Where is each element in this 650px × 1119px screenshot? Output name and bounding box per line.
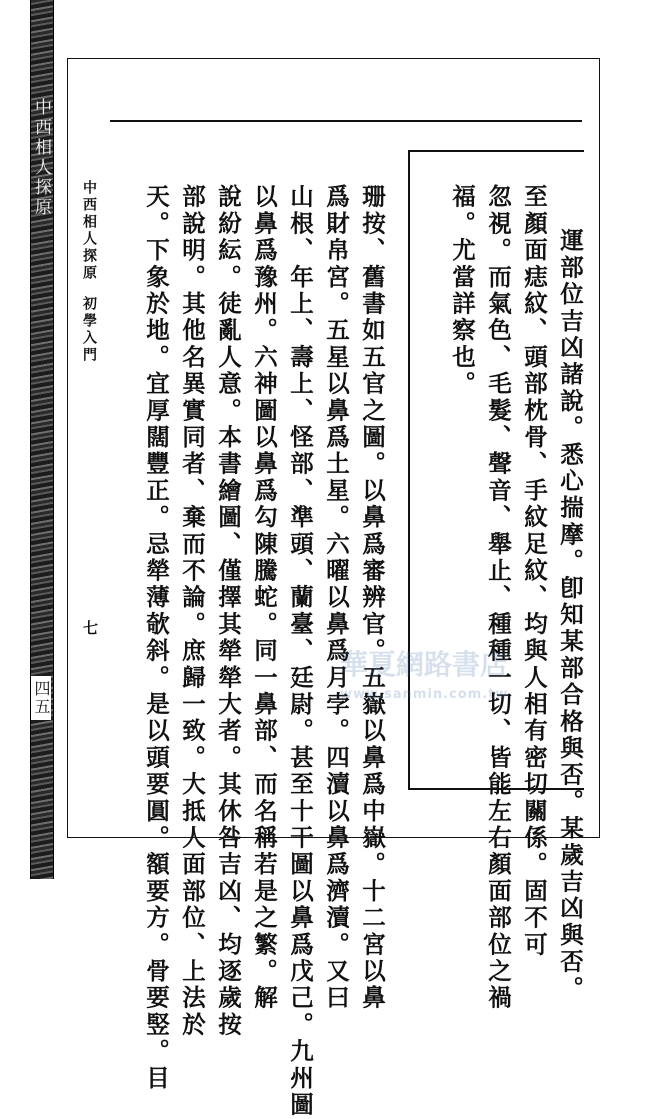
top-rule-divider [110, 120, 582, 122]
watermark-name: 華夏網路書店 [340, 648, 509, 681]
main-text-column: 爲財帛宮。五星以鼻爲土星。六曜以鼻爲月孛。四瀆以鼻爲濟瀆。又曰 [322, 184, 350, 1012]
page-number: 七 [81, 620, 99, 635]
boxed-text-column: 福。尤當詳察也。 [448, 184, 476, 398]
watermark-url: www.sanmin.com.tw [340, 687, 509, 702]
main-text-column: 部說明。其他名異實同者、棄而不論。庶歸一致。大抵人面部位、上法於 [178, 184, 206, 1039]
running-header-section: 初學入門 [81, 296, 97, 364]
boxed-text-column: 至顏面痣紋、頭部枕骨、手紋足紋、均與人相有密切關係。固不可 [520, 184, 548, 959]
watermark [340, 650, 520, 740]
side-page-number: 四五 [31, 676, 51, 720]
main-text-column: 說紛紜。徒亂人意。本書繪圖、僅擇其犖犖大者。其休咎吉凶、均逐歲按 [214, 184, 242, 1039]
boxed-text-column: 忽視。而氣色、毛髮、聲音、舉止、種種一切、皆能左右顏面部位之禍 [484, 184, 512, 1012]
main-text-column: 天。下象於地。宜厚闊豐正。忌犖薄欹斜。是以頭要圓。額要方。骨要竪。目 [142, 184, 170, 1092]
running-header-title: 中西相人探原 [81, 180, 97, 282]
main-text-column: 山根、年上、壽上、怪部、準頭、蘭臺、廷尉。甚至十干圖以鼻爲戊己。九州圖 [286, 184, 314, 1119]
main-text-column: 珊按、舊書如五官之圖。以鼻爲審辨官。五嶽以鼻爲中嶽。十二宮以鼻 [358, 184, 386, 1012]
boxed-text-column: 運部位吉凶諸說。悉心揣摩。卽知某部合格與否。某歲吉凶與否。 [556, 228, 584, 1003]
side-book-title: 中西相人探原 [31, 98, 51, 218]
main-text-column: 以鼻爲豫州。六神圖以鼻爲勾陳騰蛇。同一鼻部、而名稱若是之繁。解 [250, 184, 278, 1012]
